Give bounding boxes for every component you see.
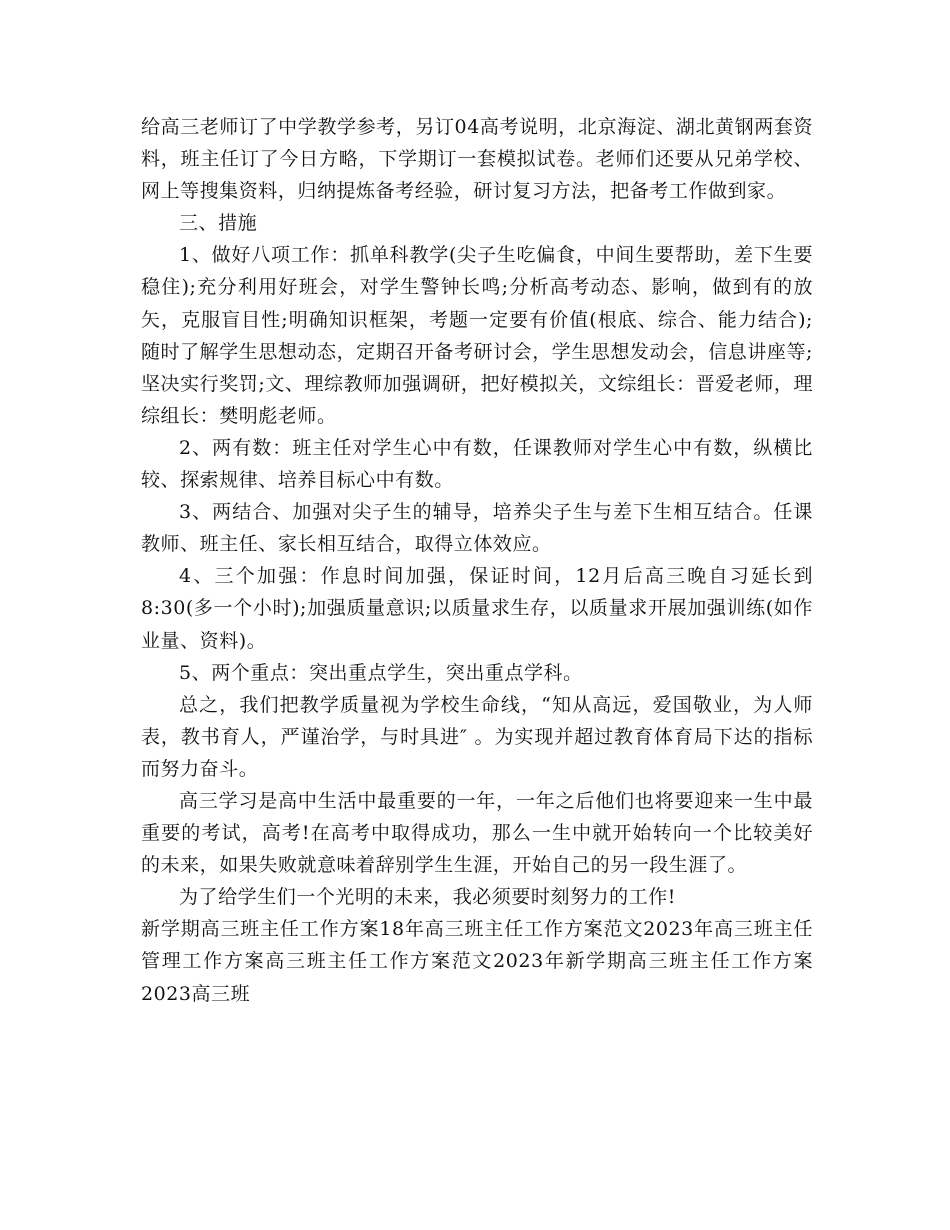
paragraph-closing: 为了给学生们一个光明的未来，我必须要时刻努力的工作! [179, 886, 676, 909]
paragraph-measure-1: 1、做好八项工作：抓单科教学(尖子生吃偏食，中间生要帮助，差下生要稳住);充分利用好班会，对学生警钟长鸣;分析高考动态、影响，做到有的放矢，克服盲目性;明确知识框架，考题一定要有价值(根底、综合、能力结合);随时了解学生思想动态，定期召开备考研讨会，学生思想发动会，信息讲座等;坚决实行奖罚;文、理综教师加强调研，把好模拟关，文综组长：晋爱老师，理综组长：樊明彪老师。 [141, 244, 813, 427]
paragraph-measure-4: 4、三个加强：作息时间加强，保证时间，12月后高三晚自习延长到8:30(多一个小时);加强质量意识;以质量求生存，以质量求开展加强训练(如作业量、资料)。 [141, 565, 813, 652]
paragraph-senior-year: 高三学习是高中生活中最重要的一年，一年之后他们也将要迎来一生中最重要的考试，高考!在高考中取得成功，那么一生中就开始转向一个比较美好的未来，如果失败就意味着辞别学生生涯，开始自己的另一段生涯了。 [141, 789, 813, 877]
section-heading-measures: 三、措施 [179, 212, 258, 235]
paragraph-materials: 给高三老师订了中学教学参考，另订04高考说明，北京海淀、湖北黄钢两套资料，班主任订了今日方略，下学期订一套模拟试卷。老师们还要从兄弟学校、网上等搜集资料，归纳提炼备考经验，研讨复习方法，把备考工作做到家。 [141, 116, 813, 203]
document-body [141, 111, 813, 1010]
paragraph-summary: 总之，我们把教学质量视为学校生命线，“知从高远，爱国敬业，为人师表，教书育人，严谨治学，与时具进″ 。为实现并超过教育体育局下达的指标而努力奋斗。 [141, 693, 813, 780]
paragraph-measure-3: 3、两结合、加强对尖子生的辅导，培养尖子生与差下生相互结合。任课教师、班主任、家长相互结合，取得立体效应。 [141, 501, 813, 556]
paragraph-measure-5: 5、两个重点：突出重点学生，突出重点学科。 [179, 661, 583, 684]
related-titles: 新学期高三班主任工作方案18年高三班主任工作方案范文2023年高三班主任管理工作方案高三班主任工作方案范文2023年新学期高三班主任工作方案2023高三班 [141, 918, 813, 1005]
paragraph-measure-2: 2、两有数：班主任对学生心中有数，任课教师对学生心中有数，纵横比较、探索规律、培养目标心中有数。 [141, 436, 813, 492]
